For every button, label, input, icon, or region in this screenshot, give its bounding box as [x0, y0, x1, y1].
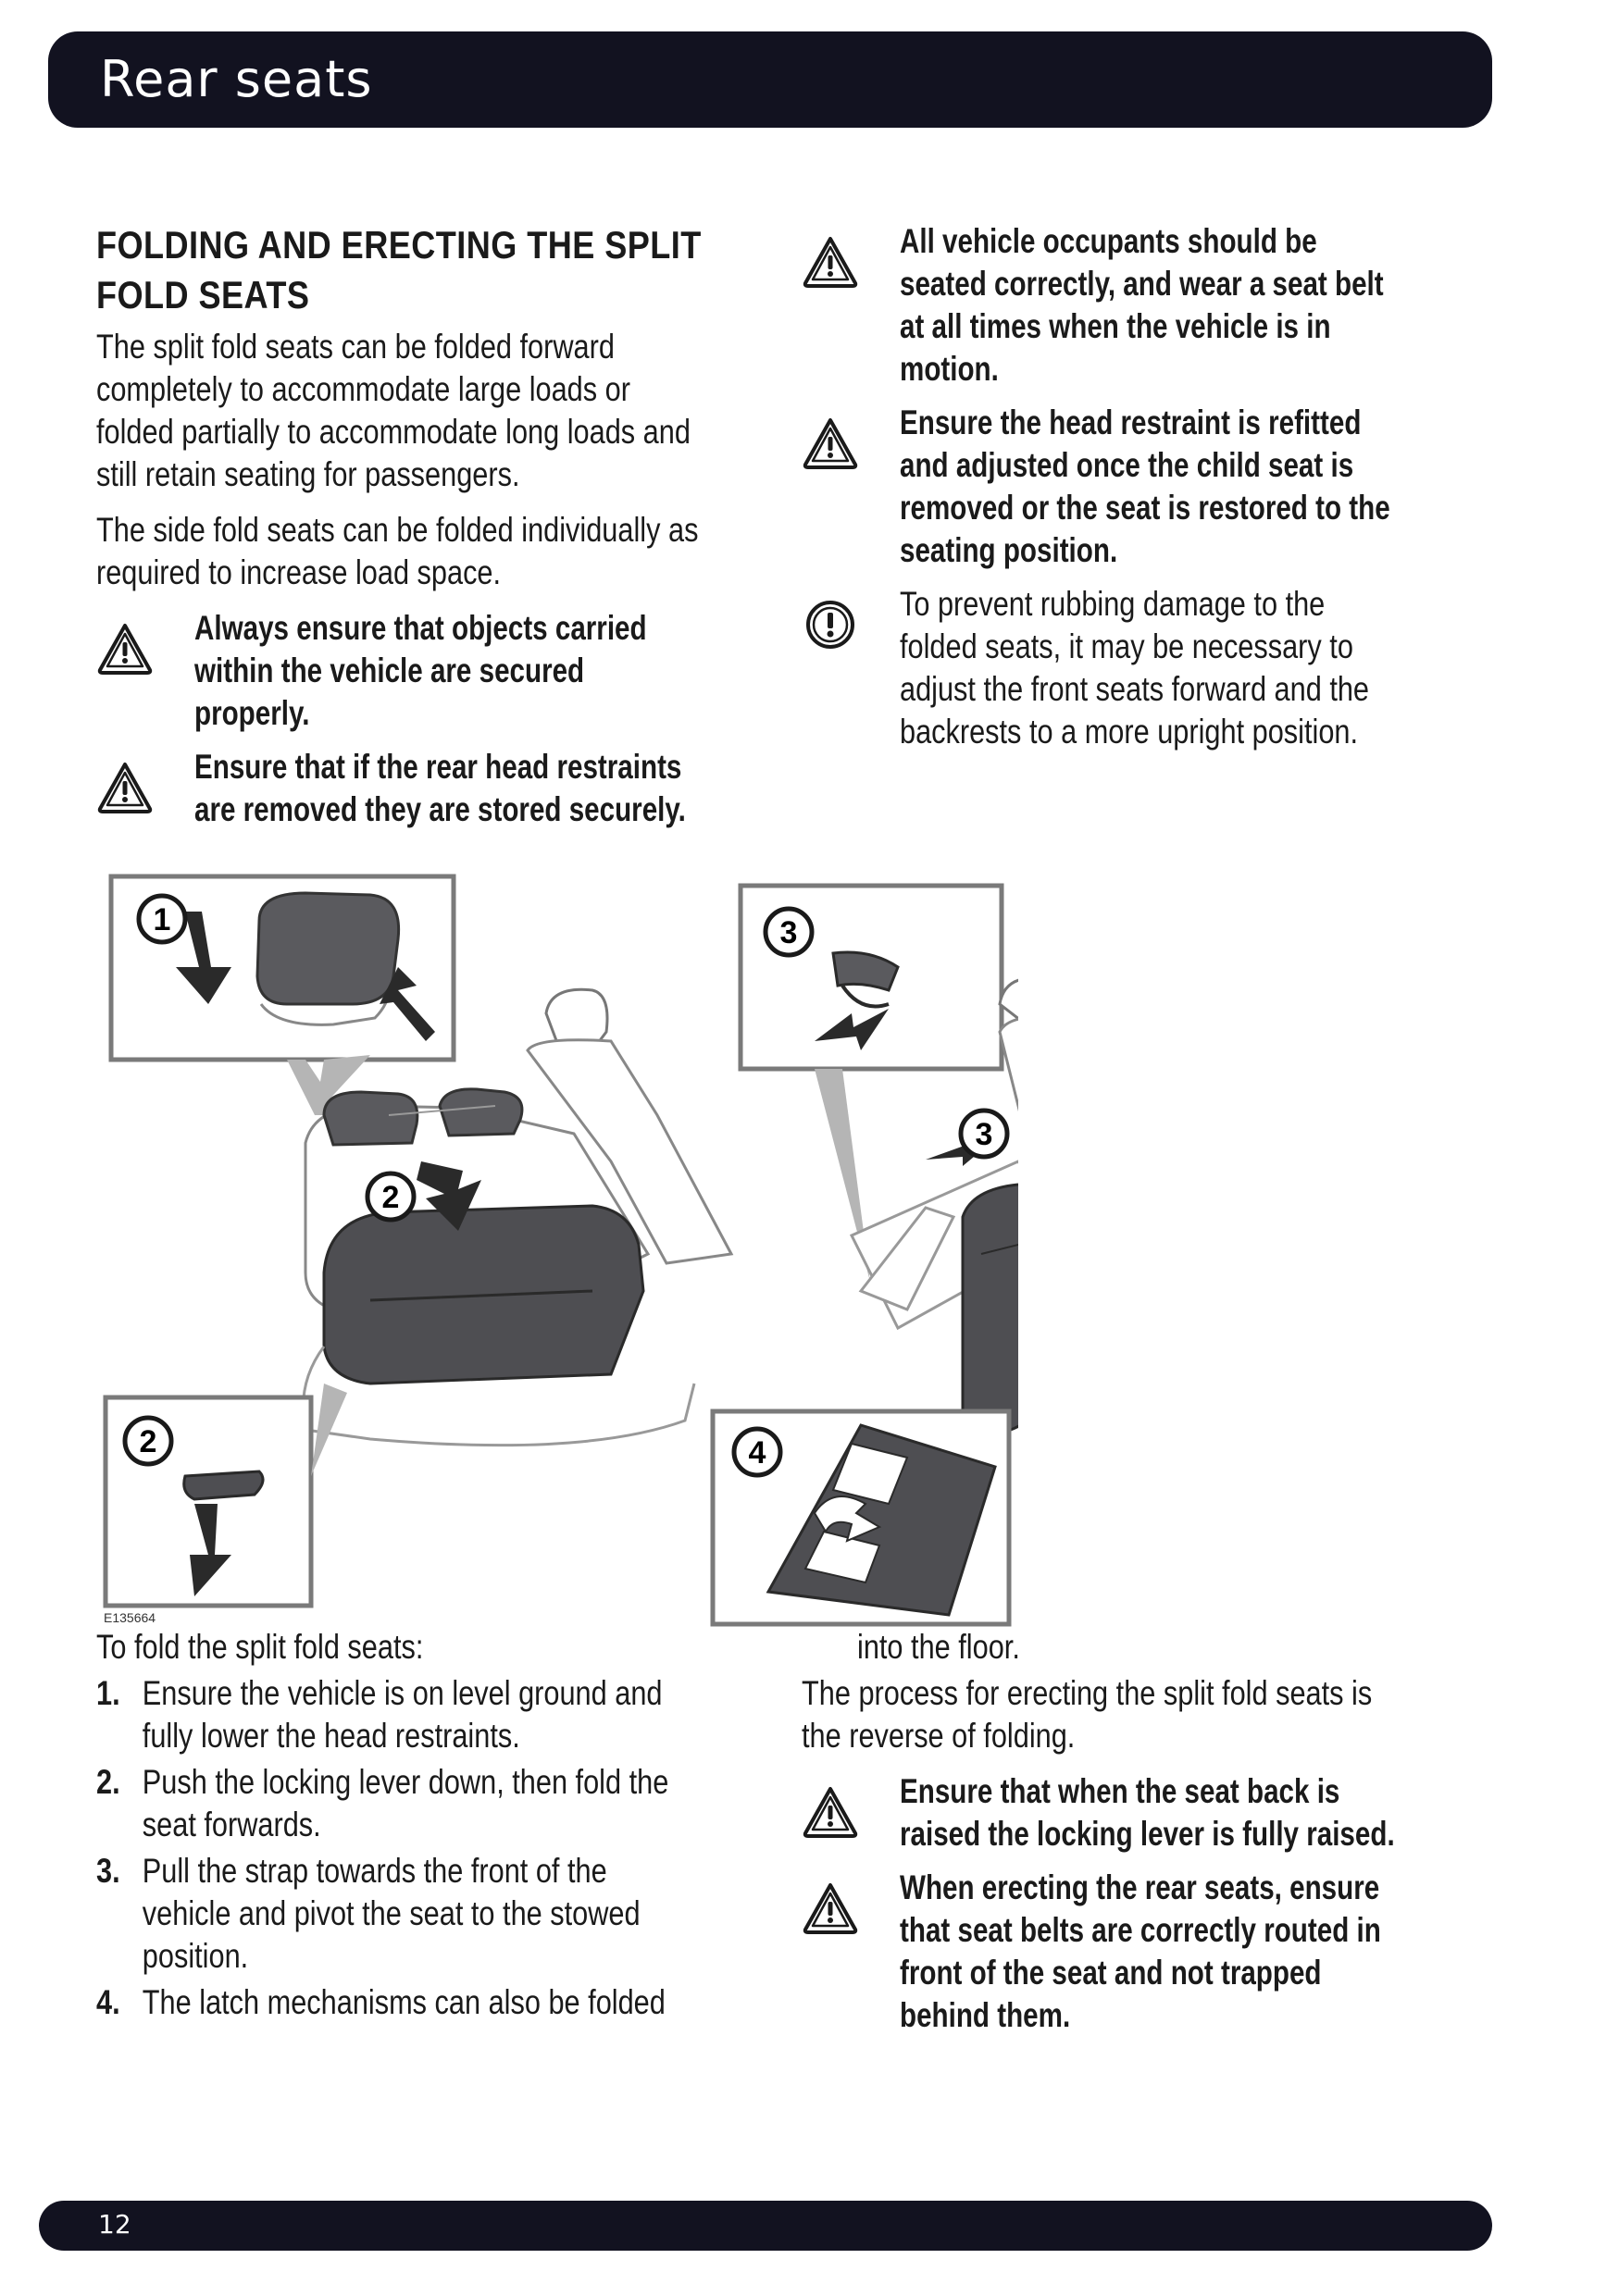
warning-occupants-seated: All vehicle occupants should be seated correctly, and wear a seat belt at all times when the vehicle is in motion. — [802, 220, 1450, 391]
caution-rubbing-damage: To prevent rubbing damage to the folded seats, it may be necessary to adjust the front seats forward and the backrests to a more upright position. — [802, 583, 1450, 753]
warning-locking-lever: Ensure that when the seat back is raised the locking lever is fully raised. — [802, 1770, 1450, 1855]
warning-triangle-icon — [802, 1881, 859, 1935]
callout-1 — [139, 896, 185, 942]
warning-triangle-icon — [96, 761, 154, 814]
warning-triangle-icon — [802, 416, 859, 470]
svg-text:3: 3 — [975, 1117, 993, 1152]
list-item: 1. Ensure the vehicle is on level ground and fully lower the head restraints. — [96, 1674, 663, 1755]
caution-circle-icon — [802, 598, 859, 652]
page-title: Rear seats — [100, 50, 373, 108]
list-item: 4. The latch mechanisms can also be folded — [96, 1983, 666, 2021]
list-item: 3. Pull the strap towards the front of the vehicle and pivot the seat to the stowed position. — [96, 1852, 641, 1975]
side-seat-paragraph: The side fold seats can be folded individually as required to increase load space. — [96, 511, 699, 591]
svg-text:3: 3 — [779, 915, 798, 950]
figure-code: E135664 — [104, 1610, 156, 1625]
seat-folding-illustration — [93, 865, 1018, 1633]
left-column-bottom — [96, 1626, 744, 2028]
step-4-continuation: into the floor. — [857, 1628, 1020, 1666]
warning-triangle-icon — [802, 1785, 859, 1839]
right-column-top — [802, 220, 1450, 764]
intro-paragraph: The split fold seats can be folded forward completely to accommodate large loads or folded partially to accommodate long loads and still retain seating for passengers. — [96, 328, 691, 493]
fold-instructions-intro: To fold the split fold seats: — [96, 1628, 424, 1666]
warning-triangle-icon — [96, 622, 154, 676]
fold-steps-list — [96, 1672, 744, 2024]
warning-seat-belts-routed: When erecting the rear seats, ensure that seat belts are correctly routed in front of the seat and not trapped behind them. — [802, 1867, 1450, 2037]
warning-triangle-icon — [802, 235, 859, 289]
svg-text:2: 2 — [381, 1180, 400, 1215]
callout-2-inset — [125, 1418, 171, 1464]
warning-head-restraint-refit: Ensure the head restraint is refitted and adjusted once the child seat is removed or the seat is restored to the seating position. — [802, 402, 1450, 572]
section-heading: FOLDING AND ERECTING THE SPLIT FOLD SEATS — [96, 223, 702, 316]
callout-4 — [734, 1429, 780, 1475]
erecting-paragraph: The process for erecting the split fold seats is the reverse of folding. — [802, 1674, 1373, 1755]
list-item: 2. Push the locking lever down, then fold the seat forwards. — [96, 1763, 669, 1843]
callout-3 — [766, 909, 812, 955]
left-column-top — [96, 220, 744, 842]
callout-2 — [367, 1173, 414, 1220]
warning-objects-secured: Always ensure that objects carried within the vehicle are secured properly. — [96, 607, 744, 735]
page-header — [48, 31, 1492, 128]
callout-3-main — [961, 1111, 1007, 1157]
page-footer — [39, 2201, 1492, 2251]
svg-text:4: 4 — [748, 1435, 766, 1471]
svg-text:2: 2 — [139, 1424, 157, 1459]
svg-text:1: 1 — [153, 902, 171, 937]
page-number: 12 — [98, 2209, 131, 2240]
right-column-bottom — [802, 1626, 1450, 2048]
warning-head-restraints: Ensure that if the rear head restraints are removed they are stored securely. — [96, 746, 744, 831]
